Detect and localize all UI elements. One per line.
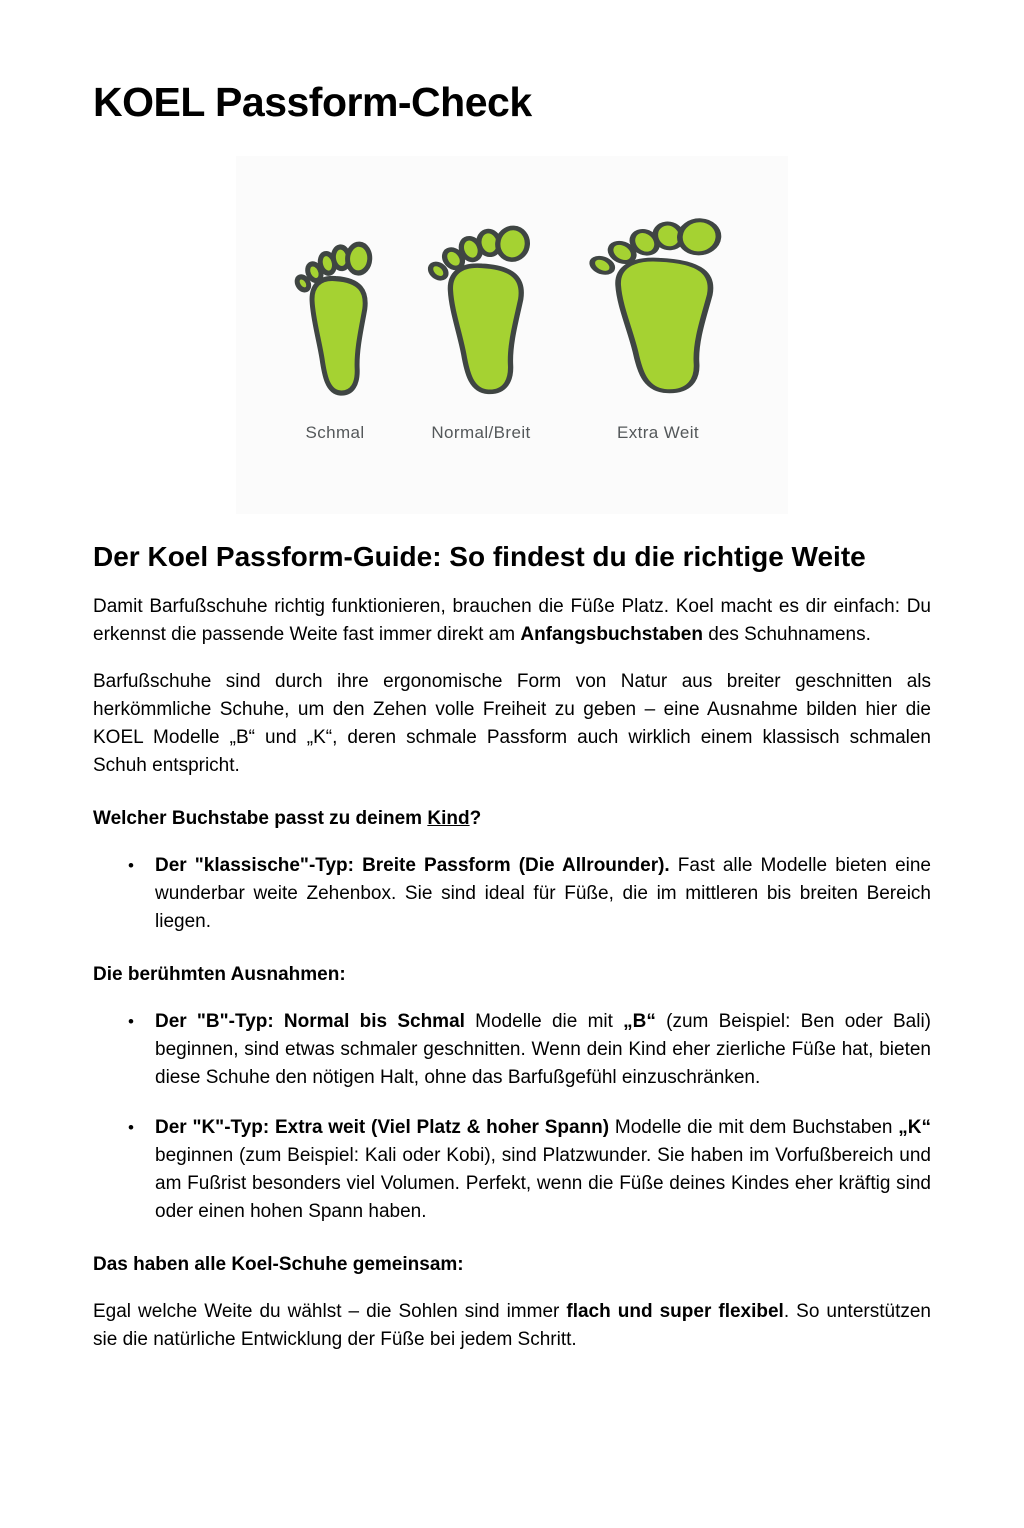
foot-column-schmal	[293, 237, 377, 443]
bullet-classic-typ	[155, 852, 931, 936]
text-segment: (zum Beispiel: Ben oder Bali) beginnen, sind etwas schmaler geschnitten. Wenn dein Kind eher zierliche Füße hat, bieten diese Schuhe den nötigen Halt, ohne das Barfußgefühl einzuschränken.	[155, 1010, 932, 1088]
text-segment: des Schuhnamens.	[702, 623, 871, 645]
text-segment: Modelle die mit dem Buchstaben	[609, 1116, 899, 1138]
foot-extra-weit-icon	[585, 212, 731, 405]
text-segment: Der "K"-Typ: Extra weit (Viel Platz & hoher Spann)	[155, 1116, 610, 1138]
document-page	[0, 80, 1024, 1354]
text-segment: beginnen (zum Beispiel: Kali oder Kobi), sind Platzwunder. Sie haben im Vorfußbereich und am Fußrist besonders viel Volumen. Perfekt, wenn die Füße deines Kindes eher kräftig sind oder einen hohen Spann haben.	[155, 1144, 931, 1222]
text-segment: „B“	[623, 1010, 656, 1032]
text-segment: Fast alle Modelle bieten eine wunderbar weite Zehenbox. Sie sind ideal für Füße, die im mittleren bis breiten Bereich liegen.	[155, 854, 931, 932]
text-segment: . So unterstützen sie die natürliche Entwicklung der Füße bei jedem Schritt.	[93, 1300, 931, 1350]
foot-column-normal-breit	[425, 220, 537, 443]
text-segment: Der "B"-Typ: Normal bis Schmal	[155, 1010, 465, 1032]
bullet-list-exceptions	[93, 1008, 931, 1226]
paragraph-soles	[93, 1298, 931, 1354]
foot-normal-breit-icon	[425, 220, 537, 405]
text-segment: Modelle die mit	[464, 1010, 624, 1032]
bullet-b-typ	[155, 1008, 931, 1092]
exceptions-heading: Die berühmten Ausnahmen:	[93, 963, 346, 985]
text-segment: Der "klassische"-Typ: Breite Passform (Die Allrounder).	[155, 854, 670, 876]
text-segment: Egal welche Weite du wählst – die Sohlen sind immer	[93, 1300, 567, 1322]
foot-label-extra-weit: Extra Weit	[616, 422, 700, 442]
text-segment: Barfußschuhe sind durch ihre ergonomische Form von Natur aus breiter geschnitten als herkömmliche Schuhe, um den Zehen volle Freiheit zu geben – eine Ausnahme bilden hier die KOEL Modelle „B“ und „K“, deren schmale Passform auch wirklich einem klassisch schmalen Schuh entspricht.	[93, 670, 931, 776]
text-segment: „K“	[898, 1116, 931, 1138]
foot-label-schmal: Schmal	[305, 422, 365, 442]
foot-column-extra-weit	[585, 212, 731, 443]
text-segment: flach und super flexibel	[566, 1300, 784, 1322]
foot-label-normal-breit: Normal/Breit	[431, 422, 531, 442]
text-segment: Anfangsbuchstaben	[520, 623, 703, 645]
foot-schmal-icon	[293, 237, 377, 405]
text-segment: Kind	[427, 807, 470, 829]
section-heading: Der Koel Passform-Guide: So findest du die richtige Weite	[93, 540, 866, 572]
bullet-k-typ	[155, 1114, 931, 1226]
bullet-list-classic	[93, 852, 931, 936]
foot-width-figure	[236, 156, 788, 514]
common-heading: Das haben alle Koel-Schuhe gemeinsam:	[93, 1253, 464, 1275]
text-segment: Welcher Buchstabe passt zu deinem	[93, 807, 428, 829]
text-segment: Damit Barfußschuhe richtig funktionieren, brauchen die Füße Platz. Koel macht es dir einfach: Du erkennst die passende Weite fast immer direkt am	[93, 595, 931, 645]
page-title: KOEL Passform-Check	[93, 79, 532, 125]
text-segment: ?	[469, 807, 482, 829]
feet-row	[293, 212, 731, 443]
question-heading	[93, 805, 931, 833]
paragraph-intro	[93, 593, 931, 649]
paragraph-ergonomic	[93, 668, 931, 780]
